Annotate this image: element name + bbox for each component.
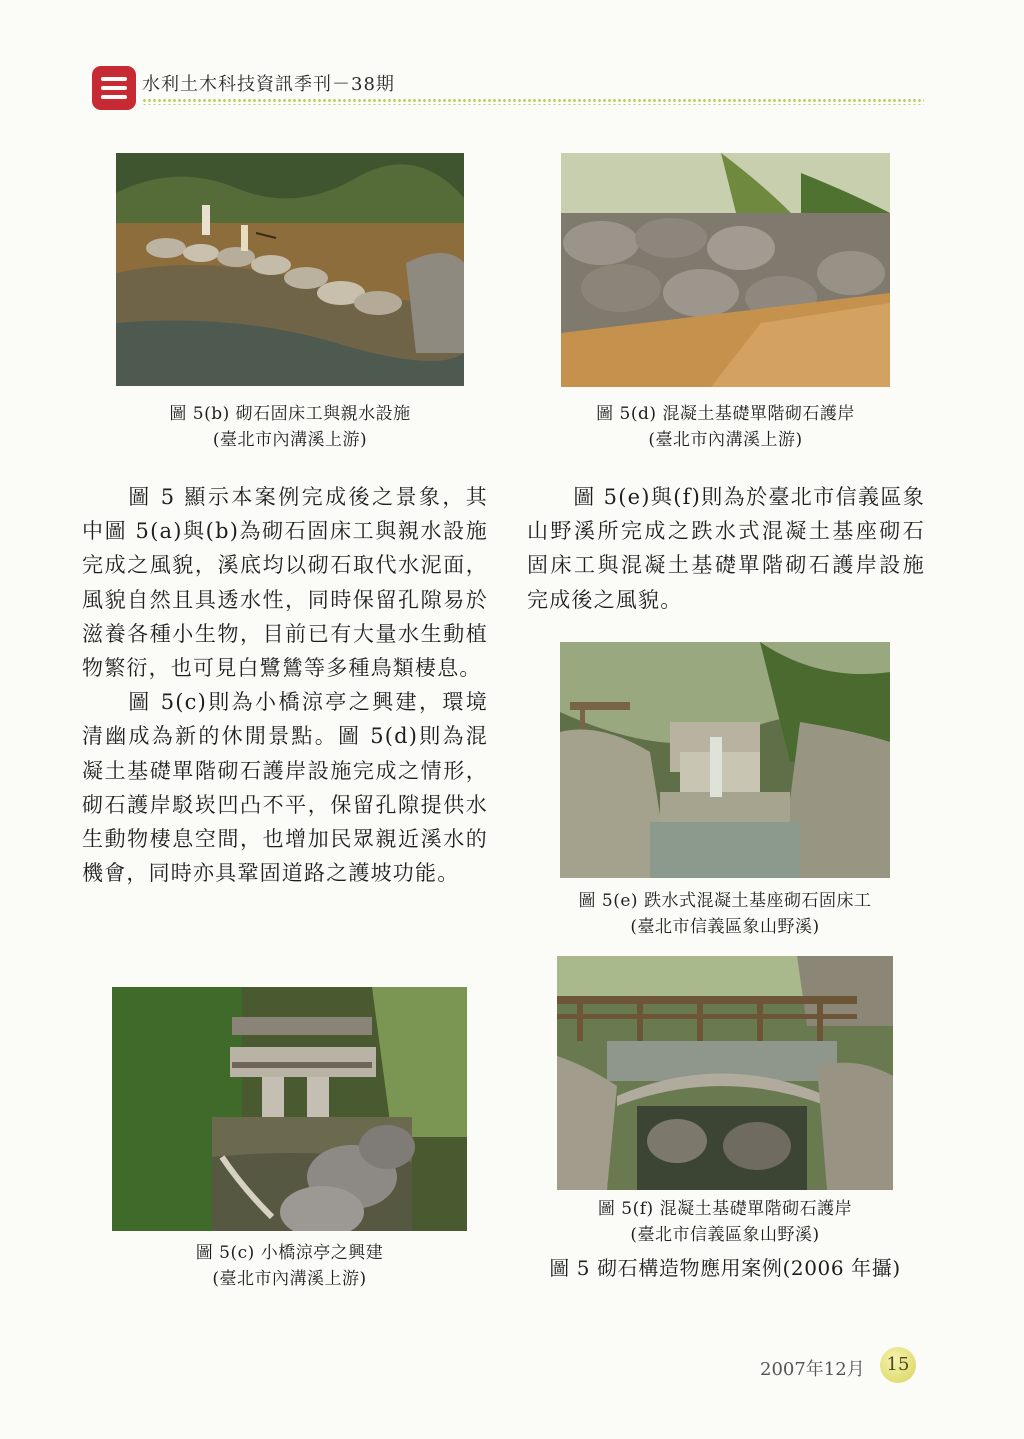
caption-fig5c-line1: 圖 5(c) 小橋涼亭之興建	[195, 1243, 384, 1263]
caption-fig5f-line1: 圖 5(f) 混凝土基礎單階砌石護岸	[597, 1199, 853, 1219]
page-number: 15	[880, 1347, 916, 1383]
caption-fig5e-line1: 圖 5(e) 跌水式混凝土基座砌石固床工	[578, 891, 872, 911]
caption-fig5d	[551, 401, 900, 453]
header-divider	[142, 98, 924, 105]
caption-fig5c-line2: (臺北市內溝溪上游)	[212, 1269, 367, 1289]
photo-fig5c	[112, 987, 467, 1231]
issue-date: 2007年12月	[760, 1359, 865, 1380]
caption-fig5b-line2: (臺北市內溝溪上游)	[212, 430, 368, 450]
photo-fig5d	[561, 153, 890, 387]
paragraph-left-2: 圖 5(c)則為小橋涼亭之興建，環境清幽成為新的休閒景點。圖 5(d)則為混凝土基礎單階砌石護岸設施完成之情形，砌石護岸駁崁凹凸不平，保留孔隙提供水生動物棲息空間，也增加民眾親近溪水的機會，同時亦具鞏固道路之護坡功能。	[82, 690, 488, 886]
caption-fig5b-line1: 圖 5(b) 砌石固床工與親水設施	[169, 404, 411, 424]
caption-fig5c	[112, 1240, 467, 1292]
caption-fig5b	[116, 401, 464, 453]
figure-5-title: 圖 5 砌石構造物應用案例(2006 年攝)	[549, 1256, 901, 1280]
caption-fig5e-line2: (臺北市信義區象山野溪)	[630, 917, 820, 937]
photo-fig5e	[560, 642, 890, 878]
caption-fig5e	[540, 888, 910, 940]
body-left-column	[82, 480, 488, 890]
caption-fig5d-line2: (臺北市內溝溪上游)	[648, 430, 803, 450]
paragraph-left-1: 圖 5 顯示本案例完成後之景象，其中圖 5(a)與(b)為砌石固床工與親水設施完成之風貌，溪底均以砌石取代水泥面，風貌自然且具透水性，同時保留孔隙易於滋養各種小生物，目前已有大量水生動植物繁衍，也可見白鷺鷥等多種鳥類棲息。	[82, 485, 488, 681]
quarterly-logo-icon	[92, 66, 136, 110]
photo-fig5b	[116, 153, 464, 386]
caption-fig5f-line2: (臺北市信義區象山野溪)	[630, 1225, 820, 1245]
caption-fig5d-line1: 圖 5(d) 混凝土基礎單階砌石護岸	[596, 404, 855, 424]
photo-fig5f	[557, 956, 893, 1190]
paragraph-right-1: 圖 5(e)與(f)則為於臺北市信義區象山野溪所完成之跌水式混凝土基座砌石固床工與混凝土基礎單階砌石護岸設施完成後之風貌。	[527, 485, 925, 612]
caption-fig5f	[547, 1196, 903, 1248]
body-right-column	[527, 480, 925, 617]
journal-title: 水利土木科技資訊季刊－38期	[142, 74, 395, 95]
